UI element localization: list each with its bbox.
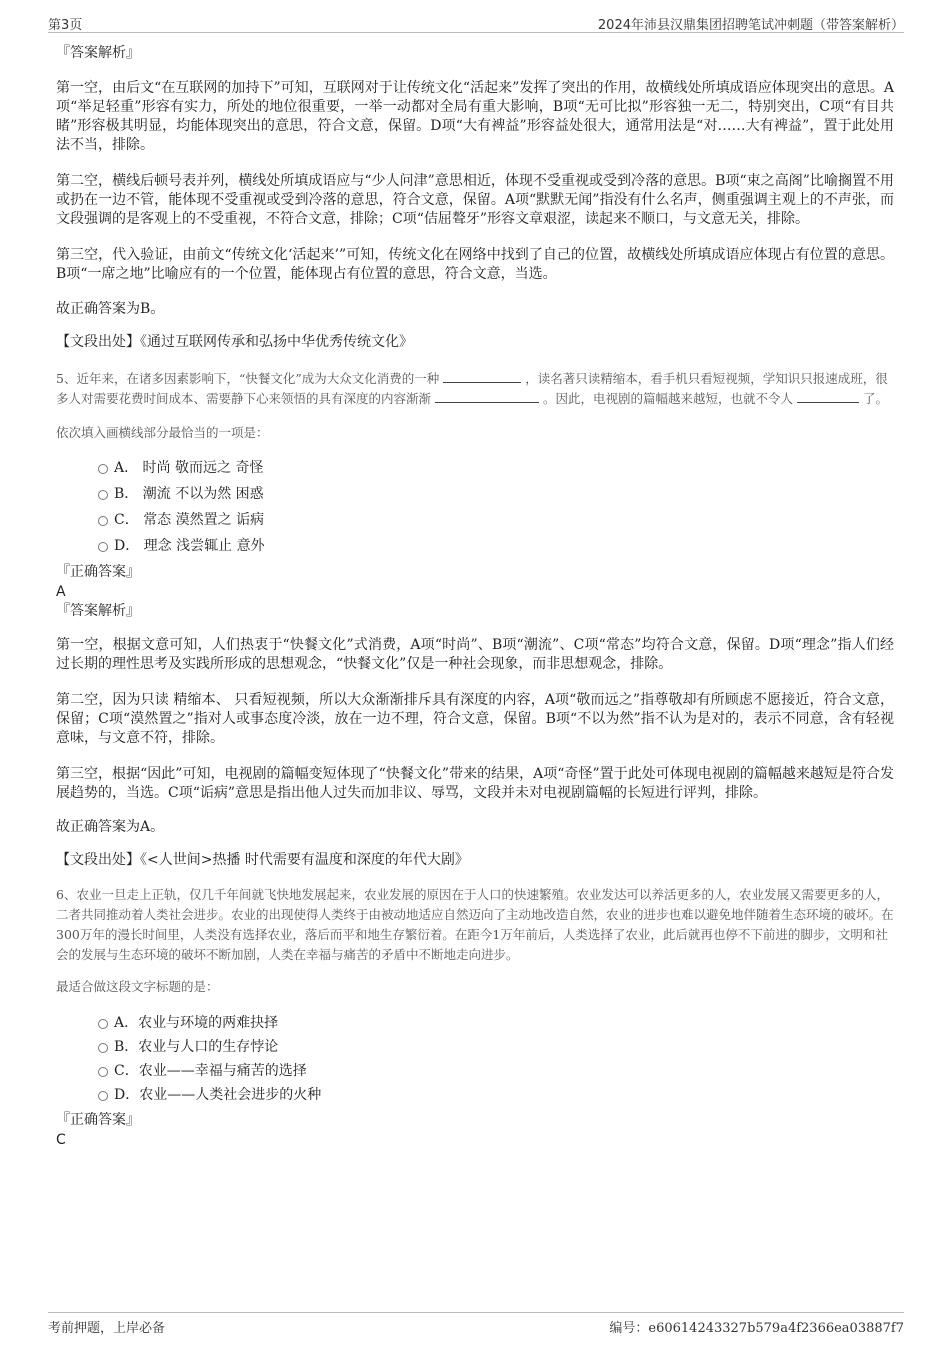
q5-source: 【文段出处】《<人世间>热播 时代需要有温度和深度的年代大剧》 (56, 852, 469, 868)
radio-icon[interactable] (98, 1019, 108, 1029)
document-title: 2024年沛县汉鼎集团招聘笔试冲刺题（带答案解析） (597, 18, 904, 33)
document-id: 编号：e60614243327b579a4f2366ea03887f7 (609, 1321, 904, 1336)
q5-blank-1 (443, 370, 521, 383)
q5-option-c[interactable] (98, 507, 894, 533)
q5-stem (56, 369, 894, 409)
q5-blank-3 (797, 390, 859, 403)
q5-prompt: 依次填入画横线部分最恰当的一项是： (56, 425, 269, 440)
page-header (48, 12, 904, 33)
q5-stem-part-4: 了。 (862, 391, 888, 406)
q5-answer: A (56, 584, 66, 600)
q5-analysis-label: 『答案解析』 (56, 603, 140, 619)
q6-option-a[interactable] (98, 1011, 894, 1035)
page-footer (48, 1312, 904, 1337)
option-label: A．农业与环境的两难抉择 (114, 1015, 279, 1031)
q5-option-d[interactable] (98, 533, 894, 559)
radio-icon[interactable] (98, 1091, 108, 1101)
radio-icon[interactable] (98, 464, 108, 474)
main-content (56, 44, 894, 1150)
q5-analysis-para-2: 第二空，因为只读 精缩本、 只看短视频，所以大众渐渐排斥具有深度的内容，A项“敬而远之”指尊敬却有所顾虑不愿接近，符合文意，保留；C项“漠然置之”指对人或事态度冷淡，放在一边不理，符合文意，保留。B项“不以为然”指不认为是对的，表示不同意，含有轻视意味，与文意不符，排除。 (56, 692, 894, 746)
q6-option-d[interactable] (98, 1083, 894, 1107)
page-number: 第3页 (48, 18, 83, 33)
radio-icon[interactable] (98, 490, 108, 500)
q5-blank-2 (435, 390, 539, 403)
q5-stem-part-2: ，读名著只读精缩本，看手机只看短视频，学知识只报速成班，很多人对需要花费时间成本、需要静下心来领悟的具有深度的内容渐渐 (56, 371, 888, 406)
radio-icon[interactable] (98, 1067, 108, 1077)
option-label: C．农业——幸福与痛苦的选择 (114, 1063, 307, 1079)
q6-answer-label: 『正确答案』 (56, 1112, 140, 1128)
q6-options (98, 1011, 894, 1107)
option-label: D． 理念 浅尝辄止 意外 (114, 538, 265, 554)
radio-icon[interactable] (98, 542, 108, 552)
q5-options (98, 455, 894, 559)
option-label: D．农业——人类社会进步的火种 (114, 1087, 322, 1103)
q4-source: 【文段出处】《通过互联网传承和弘扬中华优秀传统文化》 (56, 334, 413, 350)
radio-icon[interactable] (98, 516, 108, 526)
q4-analysis-para-3: 第三空，代入验证，由前文“传统文化‘活起来’”可知，传统文化在网络中找到了自己的位置，故横线处所填成语应体现占有位置的意思。B项“一席之地”比喻应有的一个位置，能体现占有位置的意思，符合文意，当选。 (56, 247, 894, 282)
q4-analysis-label: 『答案解析』 (56, 45, 140, 61)
footer-slogan: 考前押题，上岸必备 (48, 1321, 166, 1336)
q4-conclusion: 故正确答案为B。 (56, 301, 165, 317)
q5-analysis-para-1: 第一空，根据文意可知，人们热衷于“快餐文化”式消费，A项“时尚”、B项“潮流”、C项“常态”均符合文意，保留。D项“理念”指人们经过长期的理性思考及实践所形成的思想观念，“快餐文化”仅是一种社会现象，而非思想观念，排除。 (56, 637, 894, 672)
q5-stem-part-1: 5、近年来，在诸多因素影响下，“快餐文化”成为大众文化消费的一种 (56, 371, 440, 386)
q5-analysis-para-3: 第三空，根据“因此”可知，电视剧的篇幅变短体现了“快餐文化”带来的结果，A项“奇怪”置于此处可体现电视剧的篇幅越来越短是符合发展趋势的，当选。C项“诟病”意思是指出他人过失而加非议、辱骂，文段并未对电视剧篇幅的长短进行评判，排除。 (56, 766, 894, 801)
q6-answer: C (56, 1132, 66, 1148)
q6-option-c[interactable] (98, 1059, 894, 1083)
q6-prompt: 最适合做这段文字标题的是： (56, 979, 219, 994)
q4-analysis-para-1: 第一空，由后文“在互联网的加持下”可知，互联网对于让传统文化“活起来”发挥了突出的作用，故横线处所填成语应体现突出的意思。A项“举足轻重”形容有实力，所处的地位很重要，一举一动都对全局有重大影响，B项“无可比拟”形容独一无二，特别突出，C项“有目共睹”形容极其明显，均能体现突出的意思，符合文意，保留。D项“大有裨益”形容益处很大，通常用法是“对……大有裨益”，置于此处用法不当，排除。 (56, 80, 894, 153)
option-label: B．农业与人口的生存悖论 (114, 1039, 279, 1055)
q4-analysis-para-2: 第二空，横线后顿号表并列，横线处所填成语应与“少人问津”意思相近，体现不受重视或受到冷落的意思。B项“束之高阁”比喻搁置不用或扔在一边不管，能体现不受重视或受到冷落的意思，符合文意，保留。A项“默默无闻”指没有什么名声，侧重强调主观上的不声张，而文段强调的是客观上的不受重视，不符合文意，排除；C项“佶屈聱牙”形容文章艰涩，读起来不顺口，与文意无关，排除。 (56, 173, 894, 227)
option-label: C． 常态 漠然置之 诟病 (114, 512, 265, 528)
radio-icon[interactable] (98, 1043, 108, 1053)
q6-option-b[interactable] (98, 1035, 894, 1059)
option-label: A． 时尚 敬而远之 奇怪 (114, 460, 264, 476)
q5-option-a[interactable] (98, 455, 894, 481)
q5-option-b[interactable] (98, 481, 894, 507)
q5-stem-part-3: 。因此，电视剧的篇幅越来越短，也就不令人 (542, 391, 793, 406)
q5-answer-label: 『正确答案』 (56, 564, 140, 580)
q6-stem: 6、农业一旦走上正轨，仅几千年间就飞快地发展起来，农业发展的原因在于人口的快速繁殖。农业发达可以养活更多的人，农业发展又需要更多的人，二者共同推动着人类社会进步。农业的出现使得人类终于由被动地适应自然迈向了主动地改造自然，农业的进步也难以避免地伴随着生态环境的破坏。在300万年的漫长时间里，人类没有选择农业，落后而平和地生存繁衍着。在距今1万年前后，人类选择了农业，此后就再也停不下前进的脚步，文明和社会的发展与生态环境的破坏不断加剧，人类在幸福与痛苦的矛盾中不断地走向进步。 (56, 887, 894, 962)
option-label: B． 潮流 不以为然 困惑 (114, 486, 264, 502)
q5-conclusion: 故正确答案为A。 (56, 819, 165, 835)
